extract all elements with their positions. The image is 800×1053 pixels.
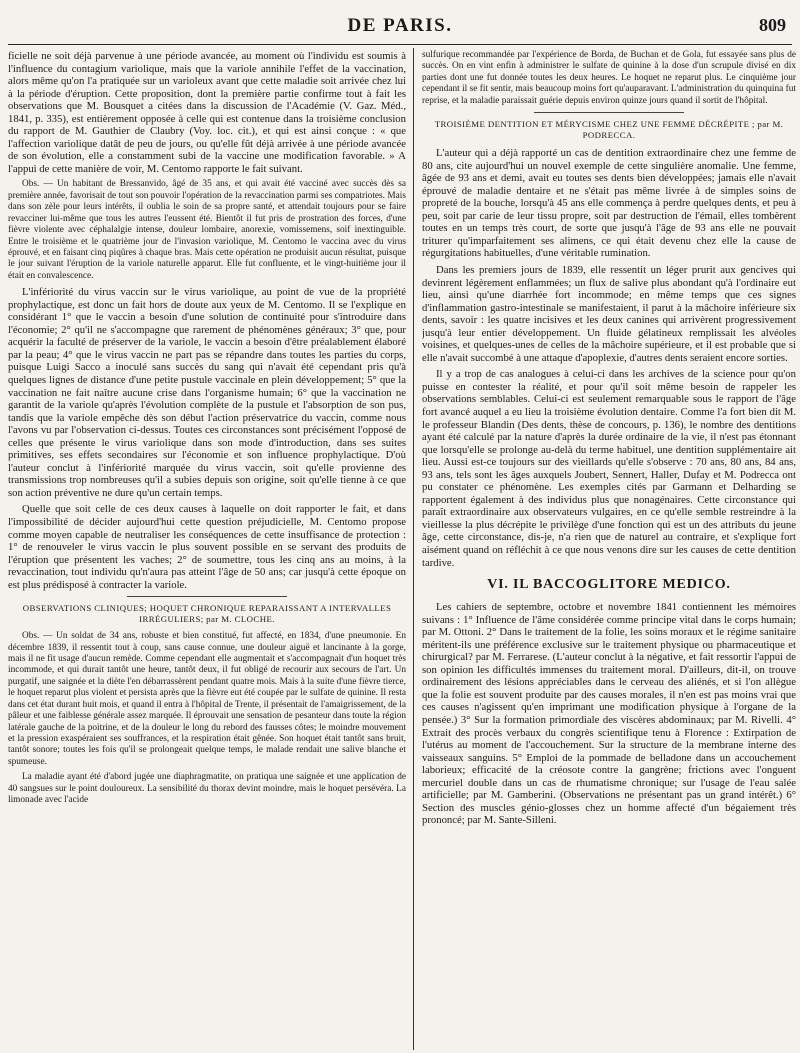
running-title: DE PARIS.: [347, 15, 453, 36]
section-heading: TROISIÈME DENTITION ET MÉRYCISME CHEZ UNE FEMME DÉCRÉPITE ; par M. PODRECCA.: [434, 119, 784, 141]
page-header: [0, 0, 800, 42]
paragraph: ficielle ne soit déjà parvenue à une période avancée, au moment où l'individu est soumis à l'influence du contagium variolique, mais que la variole annihile l'effet de la vaccination, alors même qu'on l'a pratiquée sur un varioleux avant que cette maladie soit arrivée chez lui à la période d'éruption. Cette proposition, dont la première partie confirme tout à fait les observations que M. Bousquet a citées dans la discussion de l'Académie (V. Gaz. Méd., 1841, p. 335), est entièrement opposée à celle qui est contenue dans la troisième conclusion du rapport de M. Gauthier de Claubry (Voy. loc. cit.), et qui est ainsi conçue : « que l'affection variolique datât de peu de jours, ou qu'elle fût déjà arrivée à une période avancée de son évolution, elle a constamment subi de la vaccine une modification favorable. » A l'appui de cette manière de voir, M. Centomo rapporte le fait suivant.: [8, 50, 406, 175]
paragraph: Dans les premiers jours de 1839, elle ressentit un léger prurit aux gencives qui devinrent légèrement enflammées; un flux de salive plus abondant qu'à l'ordinaire eut lieu, ainsi qu'une diarrhée fort incommode; en même temps que ces signes d'inflammation gastro-intestinale se manifestaient, il parut à la mâchoire inférieure six dents, savoir : les quatre incisives et les deux canines qui arrivèrent progressivement jusqu'à leur entier développement. Un fluide gélatineux remplissait les alvéoles voisines, et quelques-unes de celles de la mâchoire supérieure, et il est probable que si elle n'avait succombé à une attaque d'apoplexie, d'autres dents seraient encore sorties.: [422, 263, 796, 364]
paragraph: Les cahiers de septembre, octobre et novembre 1841 contiennent les mémoires suivans : 1° Influence de l'âme considérée comme principe vital dans le corps humain; par M. Ottoni. 2° Dans le traitement de la folie, les soins moraux et le régime sanitaire méritent-ils une préférence exclusive sur le traitement physique ou pharmaceutique et chirurgical? par M. Ferrarese. (L'auteur conclut à la négative, et fait ressortir l'appui de son opinion les difficultés immenses du traitement moral. D'ailleurs, dit-il, on trouve ordinairement des lésions appréciables dans le cerveau des aliénés, et si l'on allègue que la folie est souvent produite par des causes morales, il n'en est pas moins vrai que ces causes n'agissent qu'en imprimant une modification physique à l'organe de la pensée.) 3° Sur la formation primordiale des viscères abdominaux; par M. Rivelli. 4° Extrait des procès verbaux du congrès scientifique tenu à Florence : Extirpation de l'utérus au moment de l'accouchement. Sur la structure de la membrane interne des vaisseaux sanguins. 5° Emploi de la pommade de belladone dans un accouchement laborieux; efficacité de la créosote contre la gangrène; frictions avec l'onguent mercuriel double dans un cas de rhumatisme chronique; sur l'usage de l'eau salée artificielle; par M. Gamberini. (Observations ne présentant pas un grand intérêt.) 6° Section des muscles génio-glosses chez un homme affecté d'un bégaiement très prononcé; par M. Sante-Silleni.: [422, 601, 796, 827]
right-column: [422, 50, 796, 1050]
section-heading-major: VI. IL BACCOGLITORE MEDICO.: [487, 577, 731, 593]
left-column: [8, 50, 406, 1050]
paragraph: La maladie ayant été d'abord jugée une diaphragmatite, on pratiqua une saignée et une application de 40 sangsues sur le point douloureux. La sensibilité du thorax devint moindre, mais le hoquet persévéra. La limonade avec l'acide: [8, 772, 406, 805]
paragraph: L'auteur qui a déjà rapporté un cas de dentition extraordinaire chez une femme de 80 ans, cite aujourd'hui un nouvel exemple de cette singulière anomalie. Une femme, âgée de 93 ans et demi, avait eu toutes ses dents bien développées; jamais elle n'avait éprouvé de maladie dentaire et ne s'était pas même livrée à de simples soins de propreté de la bouche, lorsqu'à 45 ans elle commença à perdre quelques dents, et peu à peu, soit par carie de leur tissu propre, soit par destruction de l'émail, elles tombèrent toutes en un temps très court, de sorte que jusqu'à l'âge de 93 ans elle ne pouvait triturer qu'imparfaitement ses alimens, ce qui était devenu chez elle la cause de régurgitations habituelles, d'une véritable rumination.: [422, 147, 796, 260]
observation-paragraph: Obs. — Un habitant de Bressanvido, âgé de 35 ans, et qui avait été vacciné avec succès dès sa première année, favorisait de tout son pouvoir l'opération de la revaccination parmi ses compatriotes. Mais dans son zèle pour leurs intérêts, il oublia le soin de sa propre santé, et attendait toujours pour se faire revacciner lui-même que tous les autres l'eussent été. Bientôt il fut pris de prostration des forces, d'une fièvre violente avec céphalalgie intense, douleur lombaire, anorexie, vomissemens, soif inextinguible. Entre le troisième et le quatrième jour de l'invasion variolique, M. Centomo le vaccina avec du virus éprouvé, et en faisant cinq piqûres à chaque bras. Mais cette opération ne produisit aucun résultat, puisque le jour suivant l'éruption de la variole naturelle apparut. Elle fut confluente, et le vingt-huitième jour il était en convalescence.: [8, 179, 406, 281]
section-rule: [534, 112, 684, 113]
paragraph: sulfurique recommandée par l'expérience de Borda, de Buchan et de Gola, fut essayée sans plus de succès. On en vint enfin à administrer le sulfate de quinine à la dose d'un scrupule divisé en dix parties dont une fut donnée toutes les deux heures. Le hoquet ne reparut plus. Le cinquième jour cependant il se fit sentir, mais beaucoup moins fort qu'auparavant. L'administration du quinquina fut reprise, et la maladie paraissait guérie depuis environ quinze jours quand il sortit de l'hôpital.: [422, 50, 796, 106]
paragraph: L'infériorité du virus vaccin sur le virus variolique, au point de vue de la propriété prophylactique, est donc un fait hors de doute aux yeux de M. Centomo. Il se l'explique en considérant 1° que le vaccin a besoin d'une solution de continuité pour s'introduire dans l'économie; 2° qu'il ne s'accompagne que rarement de phénomènes généraux; 3° que, pour acquérir la faculté de préserver de la variole, le vaccin a besoin d'être préalablement élaboré par la peau; 4° que le virus vaccin ne part pas se répandre dans toutes les parties du corps, puisque Luigi Sacco a inoculé sans succès du sang qui n'avait été cependant pris qu'à quelques lignes de distance d'une petite pustule vaccinale en plein développement; 5° que la vaccination ne fait naître aucune crise dans l'organisme humain; 6° que la vaccination ne garantit de la variole qu'après l'évolution complète de la pustule et l'absorption de son pus, tandis que la variole empêche dès son début l'action préservatrice du vaccin, comme nous l'avons vu par l'observation ci-dessus. Toutes ces circonstances sont précisément l'opposé de celles que présente le virus variolique dans son mode d'introduction, dans ses suites primitives, ses effets secondaires sur l'économie et son influence prophylactique. D'où l'auteur conclut à l'infériorité marquée du virus vaccin, soit qu'elle provienne des transmissions trop nombreuses qu'il a subies depuis son origine, soit qu'elle tienne à ce que son action préventive ne dure qu'un certain temps.: [8, 286, 406, 499]
column-divider: [413, 48, 414, 1050]
paragraph: Il y a trop de cas analogues à celui-ci dans les archives de la science pour qu'on puisse en contester la réalité, et pour qu'il soit même besoin de rappeler les observations semblables. Celui-ci est seulement remarquable sous le rapport de l'âge fort avancé auquel a eu lieu la troisième évolution dentaire. Comme l'a fort bien dit M. le professeur Blandin (Des dents, thèse de concours, p. 136), le nombre des dentitions ayant été calculé par la nature d'après la durée ordinaire de la vie, il n'est pas étonnant que lorsqu'elle se prolonge au-delà du terme habituel, une dentition supplémentaire ait lieu. Aussi est-ce toujours sur des vieillards qu'elle s'observe : 70 ans, 80 ans, 84 ans, 93 ans, tels sont les âges auxquels Joubert, Sennert, Haller, Dufay et M. Podrecca ont pu constater ce phénomène. Les exemples cités par Garmann et Delharding se rapportent également à des individus plus que nonagénaires. Cette circonstance qui paraît extraordinaire aux observateurs vulgaires, en ce qu'elle semble restreindre à la vieillesse la plus décrépite le privilège d'une fonction qui est un des attributs du jeune âge, cette circonstance, dis-je, n'a rien que de naturel au contraire, et s'explique fort aisément quand on réfléchit à ce que nous venons dire sur les causes de cette dentition tardive.: [422, 368, 796, 569]
section-heading: OBSERVATIONS CLINIQUES; HOQUET CHRONIQUE REPARAISSANT A INTERVALLES IRRÉGULIERS; par M. CLOCHE.: [22, 603, 392, 625]
page-number: 809: [759, 15, 786, 35]
paragraph: Quelle que soit celle de ces deux causes à laquelle on doit rapporter le fait, et dans l'impossibilité de décider aujourd'hui cette question préjudicielle, M. Centomo propose comme moyen capable de neutraliser les conséquences de cette insuffisance de protection : 1° de renouveler le virus vaccin le plus souvent possible en se servant des produits de l'éruption que présentent les vaches; 2° de soumettre, tous les cinq ans au moins, à la revaccination, tout individu qu'n'aura pas atteint l'âge de 50 ans; car jusqu'à cette époque on est plus prédisposé à contracter la variole.: [8, 503, 406, 591]
observation-paragraph: Obs. — Un soldat de 34 ans, robuste et bien constitué, fut affecté, en 1834, d'une pneumonie. En décembre 1839, il ressentit tout à coup, sans cause connue, une douleur aiguë et lancinante à la gorge, mais il ne fit usage d'aucun remède. Comme cependant elle augmentait et s'accompagnait d'un hoquet très incommode, et qui durait tantôt une heure, tantôt deux, il fut obligé de recourir aux secours de l'art. Un purgatif, une saignée et la diète l'en débarrassèrent pendant quatre mois. Mais à la suite d'une fièvre tierce, le hoquet reparut plus violent et persista après que la fièvre eut été coupée par le sulfate de quinine. Il resta dans cet état durant huit mois, et quand il entra à l'hôpital de Trente, il présentait de l'amaigrissement, de la pâleur et une faiblesse générale assez marquée. Il éprouvait une sensation de pesanteur dans toute la région latérale gauche de la poitrine, et de la douleur le long du rebord des fausses côtes; le moindre mouvement et la pression exaspéraient ses souffrances, et la respiration était gênée. Son hoquet était tantôt sans bruit, tantôt sonore; toutes les fois qu'il se prolongeait quelque temps, le malade rendait une salive blanche et spumeuse.: [8, 631, 406, 767]
header-rule: [8, 44, 792, 45]
section-rule: [127, 596, 286, 597]
